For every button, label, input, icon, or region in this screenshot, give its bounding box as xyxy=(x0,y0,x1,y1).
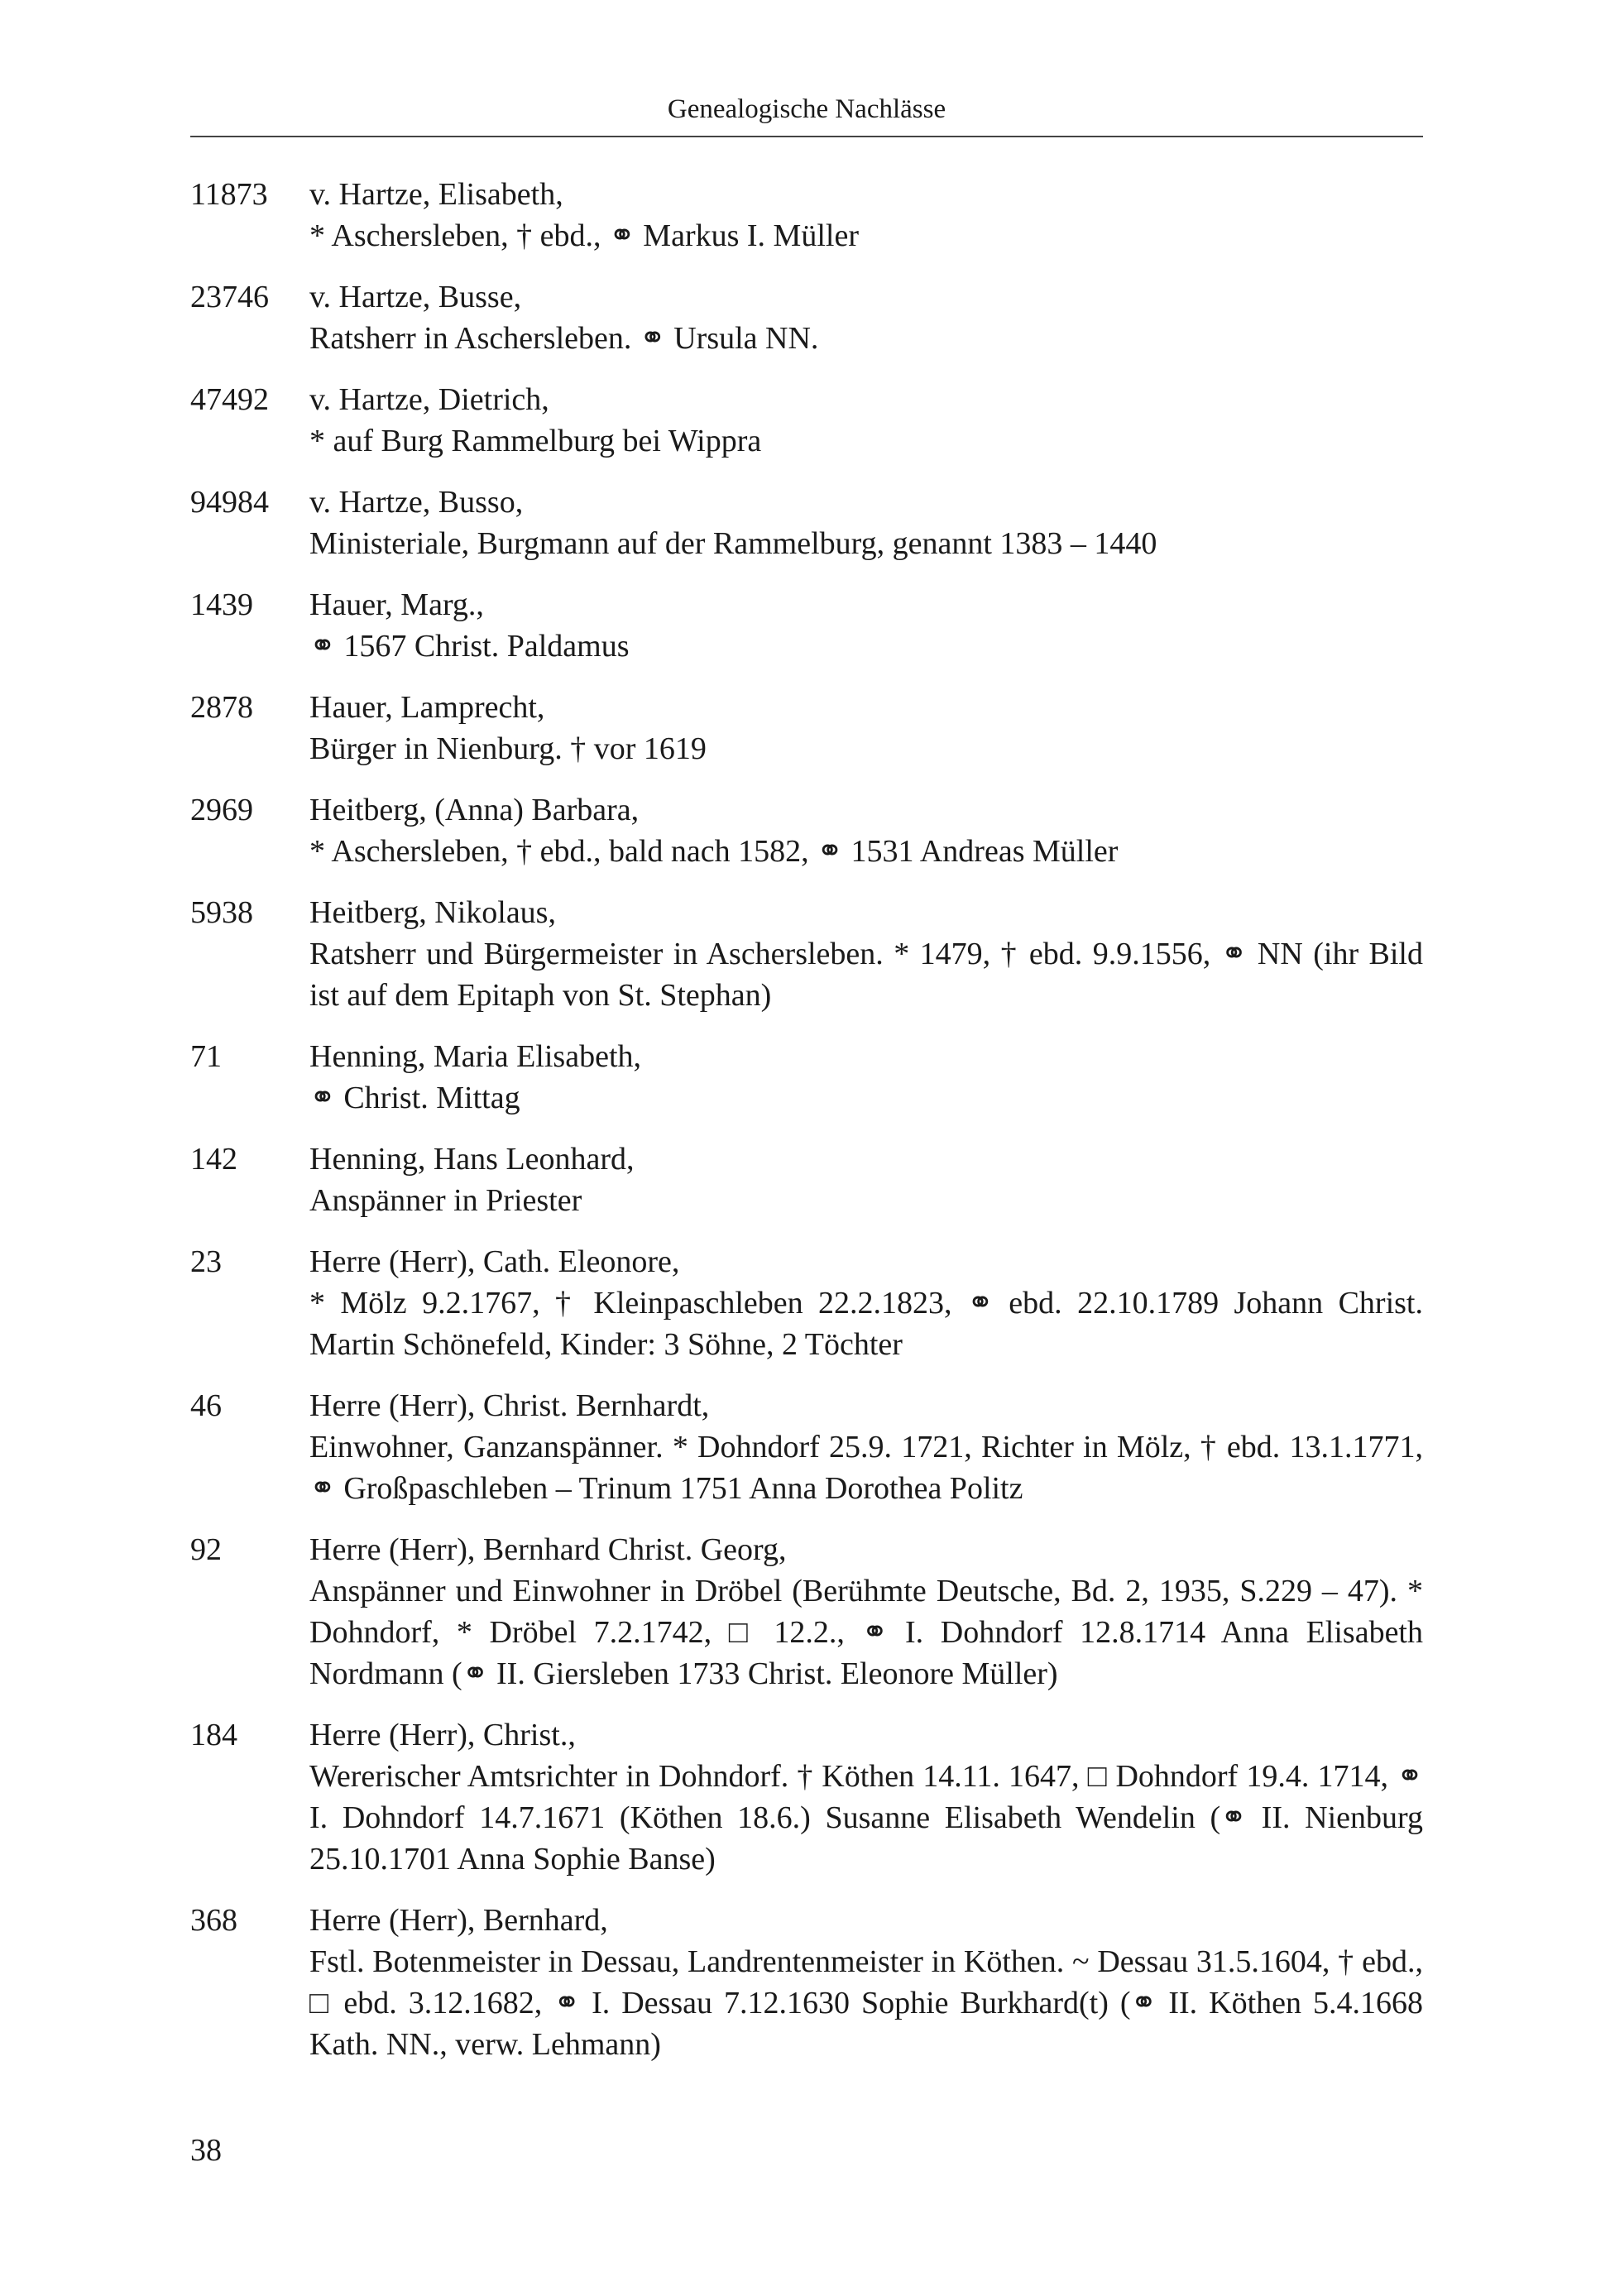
list-item xyxy=(190,892,1423,1016)
list-item xyxy=(190,1241,1423,1365)
entry-name: Hauer, Lamprecht, xyxy=(309,690,545,725)
entry-name: Herre (Herr), Cath. Eleonore, xyxy=(309,1244,680,1279)
entry-name: Herre (Herr), Christ. Bernhardt, xyxy=(309,1388,710,1423)
entry-body xyxy=(309,379,1423,462)
list-item xyxy=(190,1385,1423,1509)
entry-number: 142 xyxy=(190,1142,237,1177)
entry-body xyxy=(309,1714,1423,1880)
entry-body xyxy=(309,1529,1423,1694)
entry-name: Henning, Hans Leonhard, xyxy=(309,1142,635,1177)
entry-number: 184 xyxy=(190,1718,237,1752)
entry-description: * Mölz 9.2.1767, † Kleinpaschleben 22.2.1823, ⚭ ebd. 22.10.1789 Johann Christ. Martin Schönefeld, Kinder: 3 Söhne, 2 Töchter xyxy=(309,1286,1423,1362)
entry-body xyxy=(309,584,1423,667)
entry-description: ⚭ 1567 Christ. Paldamus xyxy=(309,629,630,664)
entry-list xyxy=(190,174,1423,2085)
entry-body xyxy=(309,892,1423,1016)
list-item xyxy=(190,276,1423,359)
header-rule xyxy=(190,136,1423,137)
entry-name: Herre (Herr), Bernhard, xyxy=(309,1903,608,1938)
list-item xyxy=(190,584,1423,667)
entry-number: 23 xyxy=(190,1244,222,1279)
list-item xyxy=(190,482,1423,564)
page-number: 38 xyxy=(190,2133,222,2168)
entry-name: v. Hartze, Busse, xyxy=(309,280,522,314)
entry-name: Herre (Herr), Bernhard Christ. Georg, xyxy=(309,1532,787,1567)
entry-name: Heitberg, (Anna) Barbara, xyxy=(309,793,640,827)
list-item xyxy=(190,1138,1423,1221)
entry-number: 1439 xyxy=(190,587,253,622)
entry-description: Anspänner in Priester xyxy=(309,1183,582,1218)
entry-description: Ministeriale, Burgmann auf der Rammelburg, genannt 1383 – 1440 xyxy=(309,526,1157,561)
entry-name: Henning, Maria Elisabeth, xyxy=(309,1039,642,1074)
entry-number: 11873 xyxy=(190,177,268,212)
entry-description: * Aschersleben, † ebd., ⚭ Markus I. Müller xyxy=(309,218,859,253)
entry-number: 71 xyxy=(190,1039,222,1074)
entry-name: v. Hartze, Dietrich, xyxy=(309,382,549,417)
entry-number: 23746 xyxy=(190,280,269,314)
entry-number: 368 xyxy=(190,1903,237,1938)
entry-number: 2969 xyxy=(190,793,253,827)
entry-number: 47492 xyxy=(190,382,269,417)
entry-body xyxy=(309,482,1423,564)
entry-description: Ratsherr und Bürgermeister in Aschersleben. * 1479, † ebd. 9.9.1556, ⚭ NN (ihr Bild ist auf dem Epitaph von St. Stephan) xyxy=(309,937,1423,1013)
entry-description: * auf Burg Rammelburg bei Wippra xyxy=(309,424,762,458)
entry-name: Hauer, Marg., xyxy=(309,587,484,622)
entry-body xyxy=(309,174,1423,256)
list-item xyxy=(190,1529,1423,1694)
list-item xyxy=(190,687,1423,769)
entry-body xyxy=(309,1138,1423,1221)
list-item xyxy=(190,379,1423,462)
entry-number: 94984 xyxy=(190,485,269,520)
entry-body xyxy=(309,276,1423,359)
entry-number: 5938 xyxy=(190,895,253,930)
entry-number: 2878 xyxy=(190,690,253,725)
entry-number: 92 xyxy=(190,1532,222,1567)
entry-number: 46 xyxy=(190,1388,222,1423)
entry-description: Fstl. Botenmeister in Dessau, Landrentenmeister in Köthen. ~ Dessau 31.5.1604, † ebd., □ ebd. 3.12.1682, ⚭ I. Dessau 7.12.1630 Sophie Burkhard(t) (⚭ II. Köthen 5.4.1668 Kath. NN., verw. Lehmann) xyxy=(309,1944,1423,2062)
entry-name: Herre (Herr), Christ., xyxy=(309,1718,576,1752)
entry-description: Einwohner, Ganzanspänner. * Dohndorf 25.9. 1721, Richter in Mölz, † ebd. 13.1.1771, ⚭ Großpaschleben – Trinum 1751 Anna Dorothea Politz xyxy=(309,1430,1423,1506)
list-item xyxy=(190,1036,1423,1119)
entry-description: Wererischer Amtsrichter in Dohndorf. † Köthen 14.11. 1647, □ Dohndorf 19.4. 1714, ⚭ I. Dohndorf 14.7.1671 (Köthen 18.6.) Susanne Elisabeth Wendelin (⚭ II. Nienburg 25.10.1701 Anna Sophie Banse) xyxy=(309,1759,1423,1877)
entry-description: Bürger in Nienburg. † vor 1619 xyxy=(309,731,707,766)
entry-body xyxy=(309,1241,1423,1365)
entry-body xyxy=(309,789,1423,872)
entry-body xyxy=(309,1385,1423,1509)
entry-name: v. Hartze, Elisabeth, xyxy=(309,177,563,212)
list-item xyxy=(190,174,1423,256)
list-item xyxy=(190,789,1423,872)
entry-body xyxy=(309,687,1423,769)
running-header: Genealogische Nachlässe xyxy=(667,94,946,124)
entry-name: Heitberg, Nikolaus, xyxy=(309,895,556,930)
entry-body xyxy=(309,1036,1423,1119)
list-item xyxy=(190,1714,1423,1880)
entry-description: Ratsherr in Aschersleben. ⚭ Ursula NN. xyxy=(309,321,819,356)
entry-body xyxy=(309,1900,1423,2065)
list-item xyxy=(190,1900,1423,2065)
entry-description: ⚭ Christ. Mittag xyxy=(309,1081,520,1115)
entry-description: * Aschersleben, † ebd., bald nach 1582, ⚭ 1531 Andreas Müller xyxy=(309,834,1119,869)
entry-name: v. Hartze, Busso, xyxy=(309,485,524,520)
entry-description: Anspänner und Einwohner in Dröbel (Berühmte Deutsche, Bd. 2, 1935, S.229 – 47). * Dohndorf, * Dröbel 7.2.1742, □ 12.2., ⚭ I. Dohndorf 12.8.1714 Anna Elisabeth Nordmann (⚭ II. Giersleben 1733 Christ. Eleonore Müller) xyxy=(309,1574,1423,1691)
